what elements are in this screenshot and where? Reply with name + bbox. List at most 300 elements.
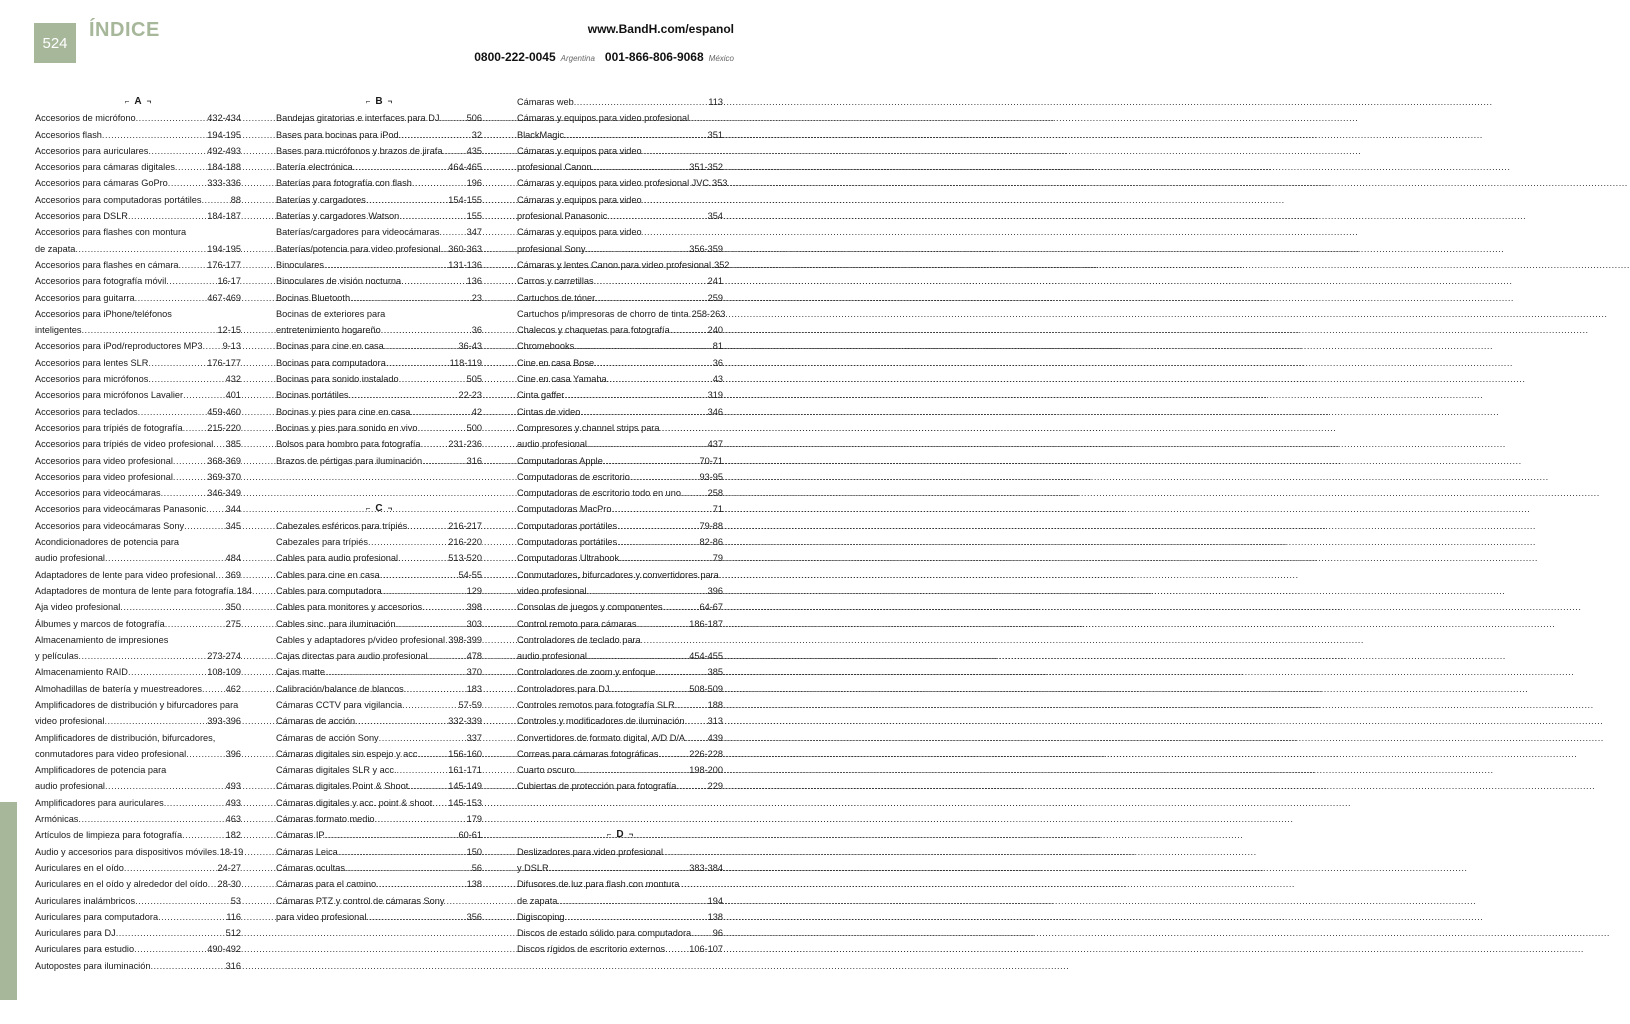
entry-page-ref: 106-107 bbox=[689, 944, 723, 955]
section-letter-text: A bbox=[134, 96, 142, 107]
dot-leader bbox=[564, 387, 707, 403]
entry-page-ref: 118-119 bbox=[449, 357, 482, 368]
dot-leader bbox=[338, 844, 467, 860]
section-letter bbox=[35, 94, 241, 110]
entry-label: Computadoras de escritorio bbox=[517, 471, 630, 482]
entry-label: Brazos de pértigas para iluminación bbox=[276, 455, 423, 466]
entry-label: Cables para cine en casa bbox=[276, 569, 380, 580]
index-entry bbox=[35, 827, 241, 843]
entry-label: Controladores para DJ bbox=[517, 683, 610, 694]
entry-page-ref: 194-195 bbox=[207, 129, 241, 140]
index-entry bbox=[35, 795, 241, 811]
index-entry bbox=[276, 453, 482, 469]
entry-page-ref: 316 bbox=[225, 960, 241, 971]
dot-leader bbox=[439, 224, 466, 240]
dot-leader bbox=[120, 599, 225, 615]
index-entry bbox=[35, 713, 241, 729]
website-url[interactable]: www.BandH.com/espanol bbox=[587, 22, 734, 36]
index-entry bbox=[276, 746, 482, 762]
dot-leader bbox=[148, 355, 207, 371]
index-entry bbox=[35, 681, 241, 697]
dot-leader bbox=[380, 567, 459, 583]
dot-leader bbox=[401, 273, 467, 289]
index-entry bbox=[517, 371, 723, 387]
entry-label: Cámaras digitales sin espejo y acc. bbox=[276, 748, 421, 759]
index-entry bbox=[517, 175, 728, 191]
index-entry bbox=[35, 143, 241, 159]
index-entry bbox=[276, 322, 482, 338]
entry-label: Accesorios para trípiés de video profesional bbox=[35, 439, 214, 450]
dot-leader bbox=[105, 550, 226, 566]
entry-label: Accesorios para DSLR bbox=[35, 211, 128, 222]
index-entry-line: Accesorios para iPhone/teléfonos bbox=[35, 308, 172, 319]
index-entry bbox=[276, 534, 482, 550]
entry-page-ref: 344 bbox=[225, 504, 241, 515]
dot-leader bbox=[397, 762, 449, 778]
entry-page-ref: 138 bbox=[707, 911, 723, 922]
entry-label: Accesorios para videocámaras bbox=[35, 488, 161, 499]
index-entry bbox=[276, 371, 482, 387]
dot-leader bbox=[325, 664, 467, 680]
entry-page-ref: 216-220 bbox=[448, 537, 482, 548]
dot-leader bbox=[75, 241, 207, 257]
index-entry bbox=[517, 501, 723, 517]
index-entry bbox=[517, 290, 723, 306]
ornament-right-icon: ¬ bbox=[387, 504, 393, 514]
index-entry bbox=[517, 616, 723, 632]
dot-leader bbox=[158, 909, 226, 925]
index-entry bbox=[517, 583, 723, 599]
index-entry bbox=[517, 550, 723, 566]
entry-label: Accesorios para teclados bbox=[35, 406, 138, 417]
dot-leader bbox=[432, 795, 448, 811]
spacer bbox=[276, 485, 482, 501]
ornament-left-icon: ⌐ bbox=[124, 97, 130, 106]
dot-leader bbox=[630, 469, 700, 485]
dot-leader bbox=[408, 778, 448, 794]
dot-leader bbox=[175, 159, 207, 175]
section-letter-text: B bbox=[375, 96, 383, 107]
entry-page-ref: 369 bbox=[225, 569, 241, 580]
entry-label: Baterías/cargadores para videocámaras bbox=[276, 227, 440, 238]
entry-page-ref: 56 bbox=[471, 862, 482, 873]
entry-page-ref: 136 bbox=[466, 276, 482, 287]
entry-label: Cine en casa Bose bbox=[517, 357, 595, 368]
entry-label: Computadoras portátiles bbox=[517, 537, 618, 548]
entry-page-ref: 188 bbox=[707, 699, 723, 710]
entry-label: Accesorios para auriculares bbox=[35, 145, 149, 156]
entry-page-ref: 129 bbox=[466, 585, 482, 596]
entry-page-ref: 116 bbox=[226, 911, 241, 922]
index-entry bbox=[35, 550, 241, 566]
entry-page-ref: 352 bbox=[714, 259, 730, 270]
dot-leader bbox=[691, 925, 713, 941]
index-entry bbox=[276, 143, 482, 159]
index-entry bbox=[35, 876, 241, 892]
entry-label: audio profesional bbox=[35, 781, 105, 792]
entry-page-ref: 184 bbox=[236, 585, 253, 596]
index-entry bbox=[276, 241, 482, 257]
dot-leader bbox=[617, 534, 699, 550]
entry-label: Cinta gaffer bbox=[517, 390, 565, 401]
section-letter bbox=[276, 94, 482, 110]
spacer bbox=[276, 469, 482, 485]
spacer bbox=[517, 795, 723, 811]
dot-leader bbox=[353, 159, 449, 175]
index-entry bbox=[35, 958, 241, 974]
entry-label: Cine en casa Yamaha bbox=[517, 374, 607, 385]
entry-label: video profesional bbox=[35, 716, 105, 727]
dot-leader bbox=[124, 860, 218, 876]
dot-leader bbox=[183, 387, 226, 403]
entry-page-ref: 54-55 bbox=[458, 569, 482, 580]
dot-leader bbox=[128, 208, 207, 224]
dot-leader bbox=[439, 110, 466, 126]
entry-page-ref: 81 bbox=[712, 341, 723, 352]
index-entry bbox=[517, 338, 723, 354]
index-entry bbox=[35, 778, 241, 794]
index-entry bbox=[276, 387, 482, 403]
entry-label: Accesorios para fotografía móvil bbox=[35, 276, 167, 287]
entry-page-ref: 36 bbox=[471, 325, 482, 336]
dot-leader bbox=[179, 257, 208, 273]
dot-leader bbox=[611, 501, 712, 517]
index-entry bbox=[276, 127, 482, 143]
index-entry bbox=[276, 290, 482, 306]
index-entry bbox=[276, 567, 482, 583]
entry-label: Bocinas portátiles bbox=[276, 390, 349, 401]
dot-leader bbox=[150, 958, 225, 974]
entry-label: Computadoras Ultrabook bbox=[517, 553, 620, 564]
dot-leader bbox=[78, 648, 207, 664]
index-entry bbox=[517, 941, 723, 957]
index-entry bbox=[276, 860, 482, 876]
index-entry-line: Almacenamiento de impresiones bbox=[35, 634, 169, 645]
index-entry bbox=[276, 844, 482, 860]
entry-label: Adaptadores de montura de lente para fotografía bbox=[35, 585, 234, 596]
entry-label: Cámaras de acción bbox=[276, 716, 356, 727]
index-entry bbox=[276, 778, 482, 794]
index-entry bbox=[517, 681, 723, 697]
index-entry bbox=[276, 224, 482, 240]
index-entry bbox=[276, 420, 482, 436]
entry-page-ref: 273-274 bbox=[207, 651, 241, 662]
entry-label: BlackMagic bbox=[517, 129, 564, 140]
index-entry bbox=[276, 175, 482, 191]
entry-page-ref: 93-95 bbox=[699, 471, 723, 482]
index-entry bbox=[35, 844, 244, 860]
dot-leader bbox=[384, 338, 459, 354]
entry-page-ref: 145-149 bbox=[448, 781, 482, 792]
entry-page-ref: 96 bbox=[712, 928, 723, 939]
ornament-left-icon: ⌐ bbox=[365, 97, 371, 106]
index-entry bbox=[517, 778, 723, 794]
index-entry bbox=[35, 404, 241, 420]
ornament-right-icon: ¬ bbox=[387, 97, 393, 106]
dot-leader bbox=[594, 273, 708, 289]
index-entry bbox=[35, 110, 241, 126]
dot-leader bbox=[173, 469, 207, 485]
index-entry-line: Accesorios para flashes con montura bbox=[35, 227, 187, 238]
dot-leader bbox=[202, 681, 226, 697]
entry-page-ref: 194 bbox=[707, 895, 723, 906]
entry-label: Auriculares inalámbricos bbox=[35, 895, 136, 906]
entry-label: Binoculares de visión nocturna bbox=[276, 276, 402, 287]
entry-label: profesional Panasonic bbox=[517, 211, 608, 222]
entry-page-ref: 385 bbox=[225, 439, 241, 450]
dot-leader bbox=[135, 290, 208, 306]
dot-leader bbox=[173, 453, 207, 469]
index-entry bbox=[517, 453, 723, 469]
index-entry bbox=[276, 583, 482, 599]
index-entry-line: Conmutadores, bifurcadores y convertidores para bbox=[517, 569, 719, 580]
entry-label: Baterías/potencia para video profesional bbox=[276, 243, 441, 254]
entry-page-ref: 368-369 bbox=[207, 455, 241, 466]
phone-country-argentina: Argentina bbox=[560, 54, 595, 63]
entry-page-ref: 435 bbox=[466, 145, 482, 156]
dot-leader bbox=[186, 746, 225, 762]
dot-leader bbox=[655, 664, 707, 680]
index-entry bbox=[276, 616, 482, 632]
dot-leader bbox=[681, 485, 708, 501]
entry-page-ref: 396 bbox=[225, 748, 241, 759]
dot-leader bbox=[136, 110, 208, 126]
entry-page-ref: 351-352 bbox=[689, 162, 723, 173]
entry-page-ref: 156-160 bbox=[448, 748, 482, 759]
entry-label: Cajas directas para audio profesional bbox=[276, 651, 428, 662]
entry-page-ref: 198-200 bbox=[689, 765, 723, 776]
dot-leader bbox=[412, 175, 467, 191]
entry-page-ref: 512 bbox=[225, 928, 241, 939]
index-entry bbox=[35, 925, 241, 941]
dot-leader bbox=[396, 616, 467, 632]
entry-label: Almohadillas de batería y muestreadores bbox=[35, 683, 202, 694]
section-letter-text: C bbox=[375, 503, 383, 515]
entry-page-ref: 216-217 bbox=[448, 520, 482, 531]
entry-page-ref: 353 bbox=[712, 178, 728, 189]
entry-page-ref: 57-59 bbox=[458, 699, 482, 710]
entry-page-ref: 24-27 bbox=[217, 862, 241, 873]
index-entry bbox=[35, 159, 241, 175]
index-entry bbox=[276, 632, 482, 648]
entry-label: Convertidores de formato digital, A/D D/A bbox=[517, 732, 686, 743]
dot-leader bbox=[574, 338, 713, 354]
entry-page-ref: 53 bbox=[230, 895, 241, 906]
side-color-tab bbox=[0, 802, 17, 1000]
entry-page-ref: 88 bbox=[230, 194, 241, 205]
entry-label: Accesorios para lentes SLR bbox=[35, 357, 149, 368]
dot-leader bbox=[637, 616, 690, 632]
index-entry bbox=[276, 664, 482, 680]
entry-label: Baterías para fotografía con flash bbox=[276, 178, 412, 189]
entry-label: Cartuchos de tóner bbox=[517, 292, 596, 303]
index-entry bbox=[276, 208, 482, 224]
index-entry bbox=[35, 371, 241, 387]
entry-label: Computadoras de escritorio todo en uno bbox=[517, 488, 681, 499]
index-entry bbox=[276, 795, 482, 811]
entry-label: de zapata bbox=[517, 895, 558, 906]
dot-leader bbox=[345, 860, 472, 876]
entry-label: Auriculares en el oído y alrededor del oído bbox=[35, 879, 208, 890]
entry-label: Cables para computadora bbox=[276, 585, 382, 596]
entry-page-ref: 184-188 bbox=[207, 162, 241, 173]
dot-leader bbox=[213, 436, 225, 452]
dot-leader bbox=[557, 893, 707, 909]
index-entry-line: Difusores de luz para flash con montura bbox=[517, 879, 680, 890]
dot-leader bbox=[428, 648, 467, 664]
entry-page-ref: 186-187 bbox=[689, 618, 723, 629]
entry-page-ref: 360-363 bbox=[448, 243, 482, 254]
entry-label: Cámaras ocultas bbox=[276, 862, 345, 873]
entry-label: video profesional bbox=[517, 585, 587, 596]
entry-page-ref: 313 bbox=[707, 716, 723, 727]
index-column-3 bbox=[517, 94, 730, 958]
entry-page-ref: 454-455 bbox=[689, 651, 723, 662]
dot-leader bbox=[399, 127, 472, 143]
entry-page-ref: 196 bbox=[466, 178, 482, 189]
index-entry bbox=[517, 159, 723, 175]
dot-leader bbox=[398, 550, 448, 566]
entry-page-ref: 226-228 bbox=[689, 748, 723, 759]
entry-label: Discos de estado sólido para computadora bbox=[517, 928, 692, 939]
index-entry bbox=[35, 599, 241, 615]
entry-label: profesional Canon bbox=[517, 162, 592, 173]
index-entry bbox=[35, 387, 241, 403]
index-entry bbox=[35, 453, 241, 469]
entry-page-ref: 462 bbox=[225, 683, 241, 694]
dot-leader bbox=[78, 811, 225, 827]
entry-label: Computadoras MacPro bbox=[517, 504, 612, 515]
entry-label: Control remoto para cámaras bbox=[517, 618, 637, 629]
entry-label: Accesorios para guitarra bbox=[35, 292, 135, 303]
index-entry bbox=[517, 664, 723, 680]
entry-label: Controladores de zoom y enfoque bbox=[517, 667, 656, 678]
entry-page-ref: 176-177 bbox=[207, 259, 241, 270]
entry-label: Accesorios flash bbox=[35, 129, 102, 140]
entry-label: Cabezales para trípiés bbox=[276, 537, 368, 548]
entry-page-ref: 138 bbox=[466, 879, 482, 890]
entry-label: Auriculares en el oído bbox=[35, 862, 124, 873]
entry-label: Binoculares bbox=[276, 259, 325, 270]
entry-page-ref: 70-71 bbox=[699, 455, 723, 466]
entry-page-ref: 347 bbox=[466, 227, 482, 238]
dot-leader bbox=[565, 909, 708, 925]
index-entry bbox=[35, 192, 241, 208]
index-entry-line: Cámaras y equipos para video bbox=[517, 145, 642, 156]
index-entry bbox=[276, 909, 482, 925]
entry-label: Controles remotos para fotografía SLR bbox=[517, 699, 675, 710]
index-entry bbox=[276, 518, 482, 534]
entry-page-ref: 319 bbox=[707, 390, 723, 401]
index-entry bbox=[35, 941, 241, 957]
entry-page-ref: 16-17 bbox=[217, 276, 241, 287]
dot-leader bbox=[585, 241, 689, 257]
entry-page-ref: 345 bbox=[225, 520, 241, 531]
index-entry bbox=[517, 730, 723, 746]
entry-page-ref: 145-153 bbox=[448, 797, 482, 808]
dot-leader bbox=[549, 860, 690, 876]
index-entry bbox=[276, 355, 482, 371]
entry-page-ref: 240 bbox=[707, 325, 723, 336]
entry-label: Cables para monitores y accesorios bbox=[276, 602, 423, 613]
index-entry-line: Amplificadores de distribución, bifurcadores, bbox=[35, 732, 216, 743]
dot-leader bbox=[128, 664, 207, 680]
dot-leader bbox=[201, 192, 230, 208]
entry-page-ref: 18-19 bbox=[219, 846, 244, 857]
entry-label: Discos rígidos de escritorio externos bbox=[517, 944, 666, 955]
index-entry bbox=[35, 436, 241, 452]
entry-label: Almacenamiento RAID bbox=[35, 667, 128, 678]
entry-label: Cubiertas de protección para fotografía bbox=[517, 781, 677, 792]
entry-label: Cámaras web bbox=[517, 97, 574, 107]
entry-label: Álbumes y marcos de fotografía bbox=[35, 618, 165, 629]
entry-page-ref: 179 bbox=[466, 814, 482, 825]
dot-leader bbox=[676, 778, 707, 794]
ornament-right-icon: ¬ bbox=[628, 830, 634, 840]
entry-label: Computadoras Apple bbox=[517, 455, 603, 466]
dot-leader bbox=[135, 893, 231, 909]
entry-page-ref: 42 bbox=[471, 406, 482, 417]
entry-page-ref: 385 bbox=[707, 667, 723, 678]
index-entry bbox=[517, 355, 723, 371]
entry-page-ref: 508-509 bbox=[689, 683, 723, 694]
phone-number-argentina: 0800-222-0045 bbox=[474, 50, 556, 64]
entry-label: Batería electrónica bbox=[276, 162, 353, 173]
entry-label: Controles y modificadores de iluminación bbox=[517, 716, 685, 727]
entry-page-ref: 259 bbox=[707, 292, 723, 303]
entry-page-ref: 155 bbox=[466, 211, 482, 222]
entry-page-ref: 176-177 bbox=[207, 357, 241, 368]
entry-label: Accesorios para cámaras digitales bbox=[35, 162, 175, 173]
index-entry bbox=[517, 404, 723, 420]
index-entry bbox=[276, 681, 482, 697]
index-entry bbox=[276, 404, 482, 420]
index-entry-line: Compresores y channel strips para bbox=[517, 422, 660, 433]
dot-leader bbox=[134, 941, 207, 957]
dot-leader bbox=[105, 778, 226, 794]
section-letter bbox=[276, 501, 482, 517]
dot-leader bbox=[420, 746, 448, 762]
index-entry-line: Amplificadores de potencia para bbox=[35, 765, 167, 776]
entry-page-ref: 463 bbox=[225, 814, 241, 825]
index-entry bbox=[517, 436, 723, 452]
entry-label: Bocinas y pies para sonido en vivo bbox=[276, 422, 418, 433]
phone-numbers bbox=[474, 50, 734, 64]
entry-page-ref: 401 bbox=[225, 390, 241, 401]
dot-leader bbox=[607, 371, 713, 387]
index-entry bbox=[35, 322, 241, 338]
entry-label: Cables y adaptadores p/video profesional bbox=[276, 634, 446, 645]
page-number-badge: 524 bbox=[34, 23, 76, 63]
dot-leader bbox=[399, 208, 466, 224]
entry-label: Auriculares para estudio bbox=[35, 944, 135, 955]
dot-leader bbox=[595, 290, 708, 306]
dot-leader bbox=[138, 404, 208, 420]
entry-label: Autopostes para iluminación bbox=[35, 960, 151, 971]
entry-label: Amplificadores para auriculares bbox=[35, 797, 164, 808]
dot-leader bbox=[580, 404, 707, 420]
entry-page-ref: 182 bbox=[225, 830, 241, 841]
entry-page-ref: 398 bbox=[466, 602, 482, 613]
index-entry-line: Cámaras y equipos para video bbox=[517, 227, 642, 238]
entry-label: Cámaras digitales Point & Shoot bbox=[276, 781, 409, 792]
entry-label: Accesorios para cámaras GoPro bbox=[35, 178, 168, 189]
dot-leader bbox=[375, 811, 467, 827]
index-entry bbox=[517, 306, 726, 322]
entry-label: Accesorios para video profesional bbox=[35, 471, 173, 482]
index-entry bbox=[517, 127, 723, 143]
dot-leader bbox=[325, 827, 459, 843]
